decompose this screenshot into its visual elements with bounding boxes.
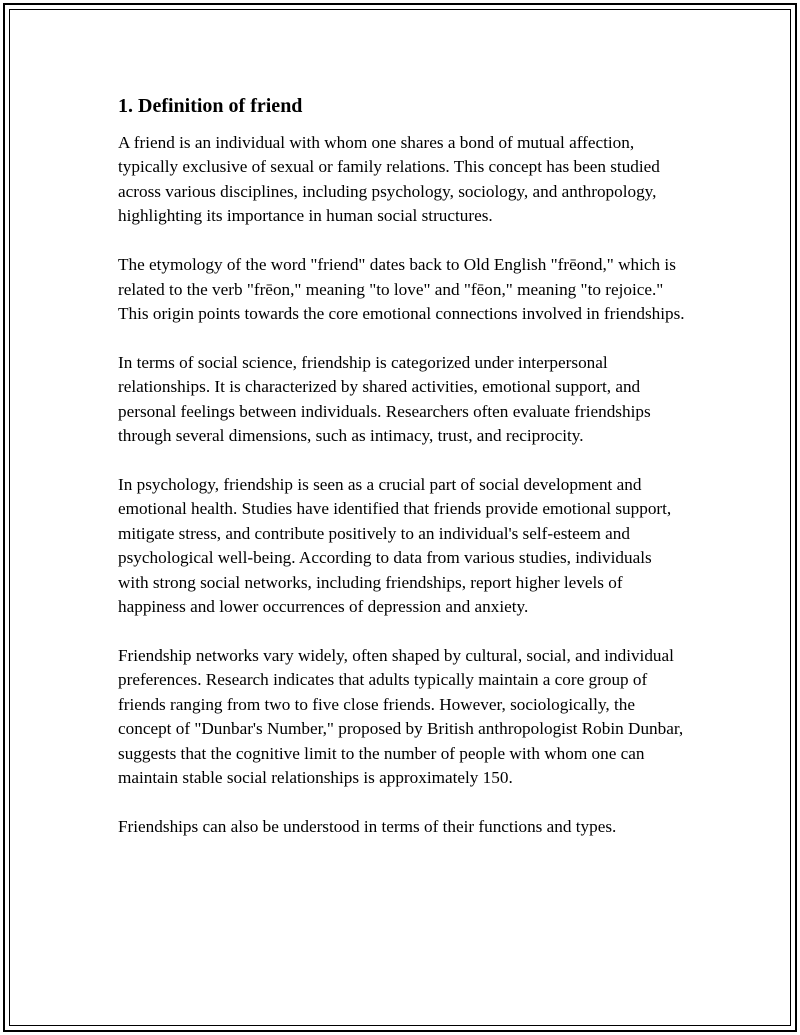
paragraph-social-science: In terms of social science, friendship is categorized under interpersonal relationships. It is characterized by shared activities, emotional support, and personal feelings between individuals. Researchers often evaluate friendships through several dimensions, such as intimacy, trust, and reciprocity. xyxy=(118,352,651,446)
paragraph-friendship-networks: Friendship networks vary widely, often shaped by cultural, social, and individual preferences. Research indicates that adults typically maintain a core group of friends ranging from two to five close friends. However, sociologically, the concept of "Dunbar's Number," proposed by British anthropologist Robin Dunbar, suggests that the cognitive limit to the number of people with whom one can maintain stable social relationships is approximately 150. xyxy=(118,645,684,787)
paragraph-definition: A friend is an individual with whom one shares a bond of mutual affection, typically exclusive of sexual or family relations. This concept has been studied across various disciplines, including psychology, sociology, and anthropology, highlighting its importance in human social structures. xyxy=(118,133,660,226)
section-title: 1. Definition of friend xyxy=(118,95,303,117)
document-body xyxy=(118,93,686,839)
paragraph-etymology: The etymology of the word "friend" dates back to Old English "frēond," which is related to the verb "frēon," meaning "to love" and "fēon," meaning "to rejoice." This origin points towards the core emotional connections involved in friendships. xyxy=(118,255,685,323)
paragraph-psychology: In psychology, friendship is seen as a crucial part of social development and emotional health. Studies have identified that friends provide emotional support, mitigate stress, and contribute positively to an individual's self-esteem and psychological well-being. According to data from various studies, individuals with strong social networks, including friendships, report higher levels of happiness and lower occurrences of depression and anxiety. xyxy=(118,474,672,616)
paragraph-functions-types: Friendships can also be understood in terms of their functions and types. xyxy=(118,816,617,836)
